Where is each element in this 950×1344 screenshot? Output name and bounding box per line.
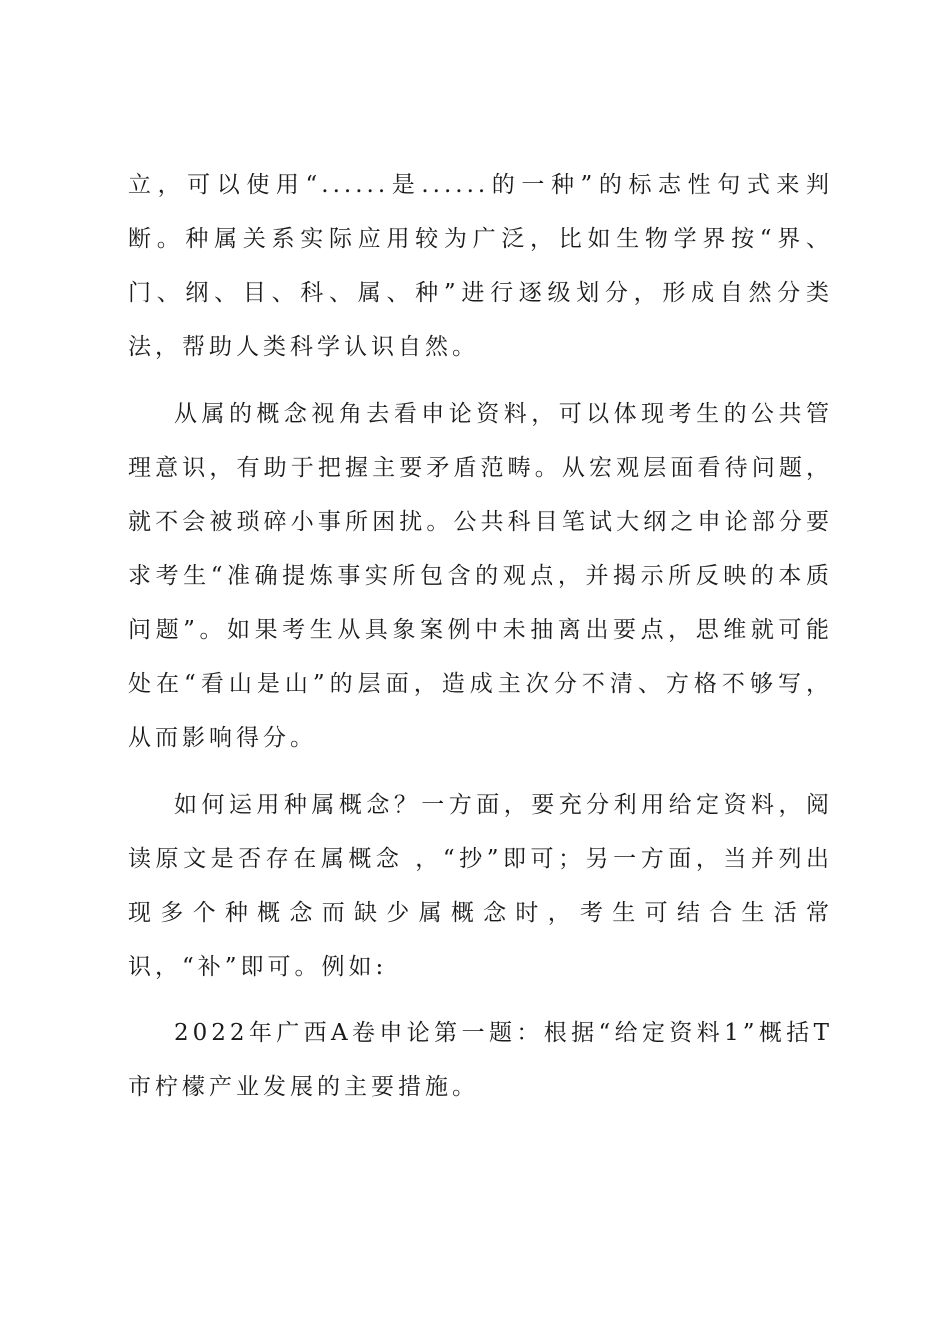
paragraph-genus-perspective: 从属的概念视角去看申论资料，可以体现考生的公共管理意识，有助于把握主要矛盾范畴。从宏观层面看待问题，就不会被琐碎小事所困扰。公共科目笔试大纲之申论部分要求考生“准确提炼事实所包含的观点，并揭示所反映的本质问题”。如果考生从具象案例中未抽离出要点，思维就可能处在“看山是山”的层面，造成主次分不清、方格不够写，从而影响得分。 xyxy=(128,401,833,751)
paragraph-how-to-apply: 如何运用种属概念？一方面，要充分利用给定资料，阅读原文是否存在属概念 ，“抄”即可；另一方面，当并列出现多个种概念而缺少属概念时，考生可结合生活常识，“补”即可。例如: xyxy=(128,792,833,980)
paragraph-continuation: 立，可以使用“......是......的一种”的标志性句式来判断。种属关系实际应用较为广泛，比如生物学界按“界、门、纲、目、科、属、种”进行逐级划分，形成自然分类法，帮助人类科学认识自然。 xyxy=(128,172,833,360)
paragraph-example-question: 2022年广西A卷申论第一题：根据“给定资料1”概括T市柠檬产业发展的主要措施。 xyxy=(128,1020,833,1100)
